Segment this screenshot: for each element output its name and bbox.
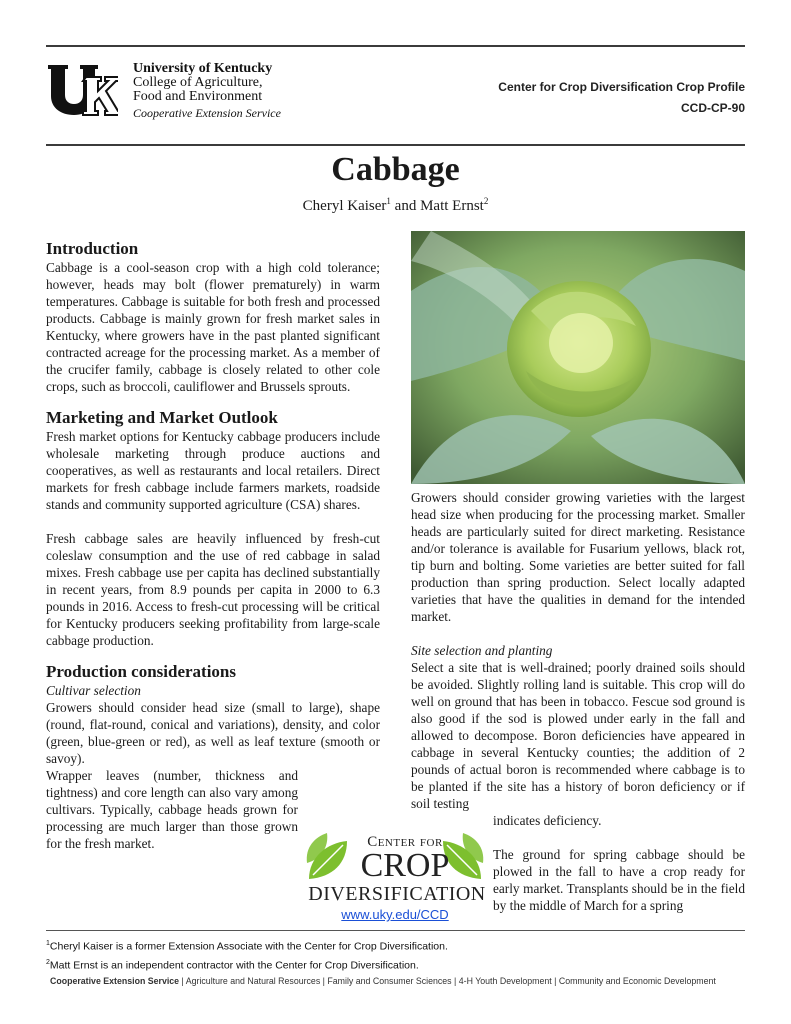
profile-code: CCD-CP-90: [680, 101, 745, 115]
spring-text: The ground for spring cabbage should be plowed in the fall to have a crop ready for early market. Transplants should be in the field by the middle of March for a spring: [493, 847, 745, 913]
institution-line-4: Cooperative Extension Service: [133, 106, 281, 120]
marketing-paragraph-2: Fresh cabbage sales are heavily influenced by fresh-cut coleslaw consumption and the use of red cabbage in salad mixes. Fresh cabbage use per capita has declined substantially in recent years, from 8.9 pounds per capita in 2000 to 6.3 pounds in 2016. Access to fresh-cut processing will be critical for Kentucky producers seeking profitability from large-scale cabbage production.: [46, 531, 380, 648]
marketing-paragraph-1: Fresh market options for Kentucky cabbage producers include wholesale marketing through produce auctions and cooperatives, as well as restaurants and local retailers. Direct markets for fresh cabbage include farmers markets, roadside stands and community supported agriculture (CSA) shares.: [46, 429, 380, 512]
ccd-logo-wordmark: [345, 834, 465, 882]
author-2: Matt Ernst: [420, 198, 484, 214]
ccd-website-link[interactable]: www.uky.edu/CCD: [341, 907, 449, 922]
cabbage-photo: [411, 231, 745, 484]
cultivar-text: Growers should consider head size (small to large), shape (round, flat-round, conical and variations), density, and color (green, blue-green or red), as well as leaf texture (smooth or savoy).: [46, 700, 380, 766]
ccd-crop: CROP: [360, 847, 450, 884]
site-subheading: Site selection and planting: [411, 643, 553, 658]
institution-line-3: Food and Environment: [133, 89, 263, 104]
author-1-footnote-mark: 1: [386, 196, 391, 206]
institution-line-2: College of Agriculture,: [133, 75, 263, 90]
page-title: Cabbage: [331, 151, 460, 188]
program-areas-list: | Agriculture and Natural Resources | Family and Consumer Sciences | 4-H Youth Development | Community and Economic Development: [179, 976, 716, 986]
left-column: [46, 239, 380, 852]
cultivar-subheading: Cultivar selection: [46, 683, 141, 698]
cultivar-text-continued: Wrapper leaves (number, thickness and tightness) and core length can also vary among cultivars. Typically, cabbage heads grown for processing are much larger than those grown for the fresh market.: [46, 768, 298, 851]
marketing-heading: Marketing and Market Outlook: [46, 408, 278, 427]
production-heading: Production considerations: [46, 662, 237, 681]
footnote-2: [46, 955, 448, 974]
authors-and: and: [390, 198, 421, 214]
profile-series: Center for Crop Diversification Crop Profile: [498, 80, 745, 94]
crop-profile-label: [498, 77, 745, 119]
ccd-diversification: DIVERSIFICATION: [308, 883, 486, 905]
footnote-rule: [46, 930, 745, 931]
footnotes: [46, 936, 448, 973]
institution-name: [133, 62, 281, 120]
author-1: Cheryl Kaiser: [302, 198, 387, 214]
footnote-2-text: Matt Ernst is an independent contractor with the Center for Crop Diversification.: [49, 959, 419, 971]
site-text: Select a site that is well-drained; poorly drained soils should be avoided. Slightly rolling land is suitable. This crop will do well on ground that has been in tobacco. Fescue sod ground is also good if the sod is plowed under early in the fall and allowed to decompose. Boron deficiencies have appeared in cabbage in several Kentucky counties; the addition of 2 pounds of actual boron is recommended where cabbage is to be planted if the site has a history of boron deficiency or if soil testing: [411, 660, 745, 811]
footnote-1-mark: 1: [46, 940, 50, 947]
authors-line: [0, 196, 791, 215]
introduction-text: Cabbage is a cool-season crop with a high cold tolerance; however, heads may bolt (flower prematurely) in warm temperatures. Cabbage is suitable for both fresh and processed products. Cabbage is mainly grown for fresh market sales in Kentucky, where growers have in the past planted significant contracted acreage for the processing market. As a member of the crucifer family, cabbage is closely related to other cole crops, such as broccoli, cauliflower and Brussels sprouts.: [46, 260, 380, 394]
uk-logo: [46, 63, 118, 119]
introduction-heading: Introduction: [46, 239, 139, 258]
footnote-2-mark: 2: [46, 958, 50, 966]
footnote-1-text: Cheryl Kaiser is a former Extension Associate with the Center for Crop Diversification.: [49, 940, 448, 953]
header-bottom-rule: [46, 144, 745, 146]
program-areas-bar: [50, 976, 716, 986]
institution-line-1: University of Kentucky: [133, 61, 273, 76]
varieties-text: Growers should consider growing varieties with the largest head size when producing for the processing market. Smaller heads are particularly suited for direct marketing. Resistance and/or tolerance is available for Fusarium yellows, black rot, tip burn and bolting. Some varieties are better suited for fall production than spring production. Select locally adapted varieties that have the qualities in demand for the intended market.: [411, 490, 745, 624]
ccd-center-for: Center for: [367, 834, 443, 850]
author-2-footnote-mark: 2: [483, 196, 489, 206]
header-top-rule: [46, 45, 745, 47]
program-areas-bold: Cooperative Extension Service: [50, 976, 180, 986]
site-text-tail: indicates deficiency.: [493, 813, 602, 828]
footnote-1: [46, 936, 448, 955]
